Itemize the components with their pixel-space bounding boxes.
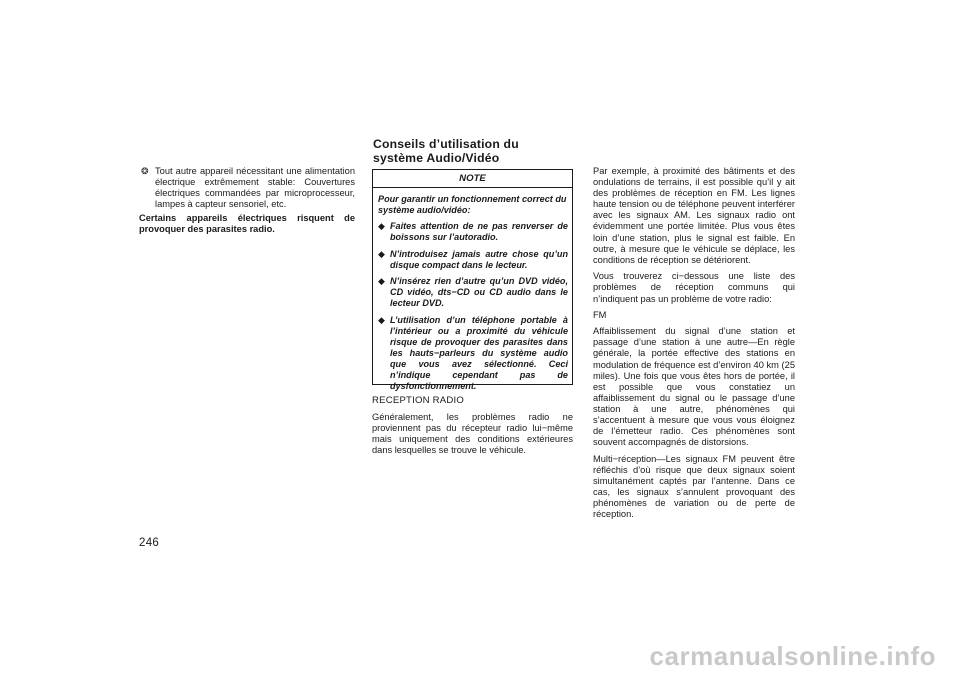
page-title-line-1: Conseils d’utilisation du [373,137,519,151]
fm-label: FM [593,310,607,321]
note-item-text: L’utilisation d’un téléphone portable à l’intérieur ou a proximité du véhicule risque de provoquer des parasites dans les hauts−parleurs du système audio que vous avez sélectionné. Ceci n’indique cependant pas de dysfonctionnement. [390,315,568,391]
interference-warning: Certains appareils électriques risquent de provoquer des parasites radio. [139,213,355,235]
reception-intro: Généralement, les problèmes radio ne proviennent pas du récepteur radio lui−même mais uniquement des conditions extérieures dans lesquelles se trouve le véhicule. [372,411,573,455]
left-column [139,166,355,241]
bullet-item [139,166,355,210]
note-item [378,221,568,243]
paragraph: Par exemple, à proximité des bâtiments et des ondulations de terrains, il est possible qu’il y ait des problèmes de réception en FM. Les lignes haute tension ou de téléphone peuvent interférer avec les signaux AM. Les signaux radio ont évidemment une portée limitée. Plus vous êtes loin d’une station, plus le signal est faible. En outre, à mesure que le véhicule se déplace, les conditions de réception se détériorent. [593,166,795,265]
note-box [372,169,573,391]
paragraph: Vous trouverez ci−dessous une liste des problèmes de réception communs qui n’indiquent pas un problème de votre radio: [593,271,795,304]
diamond-bullet-icon: ◆ [378,220,385,231]
note-item-text: N’insérez rien d’autre qu’un DVD vidéo, CD vidéo, dts−CD ou CD audio dans le lecteur DVD. [390,276,568,309]
watermark: carmanualsonline.info [649,641,936,671]
note-item-text: N’introduisez jamais autre chose qu’un disque compact dans le lecteur. [390,248,568,270]
diamond-bullet-icon: ◆ [378,315,385,326]
diamond-bullet-icon: ◆ [378,248,385,259]
note-intro: Pour garantir un fonctionnement correct du système audio/vidéo: [378,194,567,215]
note-body [373,188,572,392]
note-heading: NOTE [373,170,572,188]
note-item-text: Faites attention de ne pas renverser de boissons sur l’autoradio. [390,220,568,242]
section-heading: RECEPTION RADIO [372,395,465,406]
paragraph: Affaiblissement du signal d’une station et passage d’une station à une autre—En règle générale, la portée effective des stations en modulation de fréquence est d’environ 40 km (25 miles). Une fois que vous êtes hors de portée, il est possible que vous constatiez un affaiblissement du signal ou le passage d’une station à une autre, phénomènes qui s’accentuent à mesure que vous vous éloignez de l’émetteur radio. Ces phénomènes sont souvent accompagnés de distorsions. [593,326,795,448]
page-number: 246 [139,537,160,549]
note-item [378,249,568,271]
paragraph: Multi−réception—Les signaux FM peuvent être réfléchis d’où risque que deux signaux soient simultanément captés par l’antenne. Dans ce cas, les signaux s’annulent provoquant des phénomènes de variation ou de perte de réception. [593,453,795,520]
bullet-icon: ❂ [141,166,149,176]
diamond-bullet-icon: ◆ [378,276,385,287]
middle-column [372,395,573,461]
note-item [378,276,568,309]
page-title [373,137,583,165]
page-title-line-2: système Audio/Vidéo [373,151,500,165]
bullet-text: Tout autre appareil nécessitant une alimentation électrique extrêmement stable: Couvertures électriques commandées par microprocesseur, lampes à capteur sensoriel, etc. [155,166,355,210]
note-item [378,315,568,391]
right-column [593,166,795,526]
